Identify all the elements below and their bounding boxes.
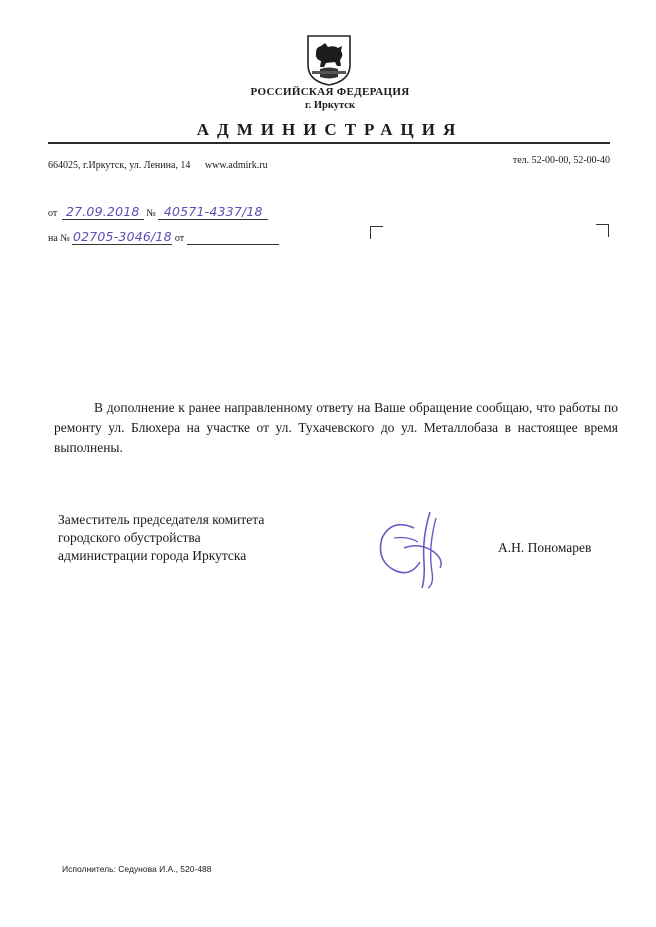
handwritten-date: 27.09.2018 [65,204,140,219]
from-label: от [48,208,58,219]
reply-date-field [187,233,279,245]
reply-number-field [72,229,172,245]
phones: тел. 52-00-00, 52-00-40 [512,155,610,166]
position-line-2: городского обустройства [58,530,201,545]
registration-line-outgoing [48,204,268,220]
redacted-addressee [335,244,577,328]
address: 664025, г.Иркутск, ул. Ленина, 14 [48,160,191,171]
position-line-3: администрации города Иркутска [58,548,247,563]
coat-of-arms-icon [304,33,354,87]
signatory-name: А.Н. Пономарев [498,540,592,555]
header-rule [48,142,610,144]
number-field [158,204,268,220]
body-paragraph: В дополнение к ранее направленному ответу на Ваше обращение сообщаю, что работы по ремонту ул. Блюхера на участке от ул. Тухачевского до ул. Металлобаза в настоящее время выполнены. [54,400,618,455]
header-address-line [48,160,268,171]
handwritten-number: 40571-4337/18 [163,204,263,219]
letter-body [54,398,618,458]
reply-label: на № [48,233,70,244]
addressee-corner-left [370,226,383,239]
number-label: № [146,208,156,219]
position-line-1: Заместитель председателя комитета [58,512,265,527]
reply-from-label: от [174,233,185,244]
signatory-position [58,511,264,565]
header-country: РОССИЙСКАЯ ФЕДЕРАЦИЯ [250,86,410,98]
addressee-corner-right [596,224,609,237]
registration-line-reply [48,229,279,245]
page-title: АДМИНИСТРАЦИЯ [196,120,464,139]
date-field [62,204,144,220]
redacted-salutation [163,352,493,376]
executor-note: Исполнитель: Седунова И.А., 520-488 [62,864,212,874]
handwritten-signature [374,508,456,595]
header-city: г. Иркутск [305,100,355,111]
handwritten-reply-number: 02705-3046/18 [72,229,172,244]
website: www.admirk.ru [204,160,268,171]
